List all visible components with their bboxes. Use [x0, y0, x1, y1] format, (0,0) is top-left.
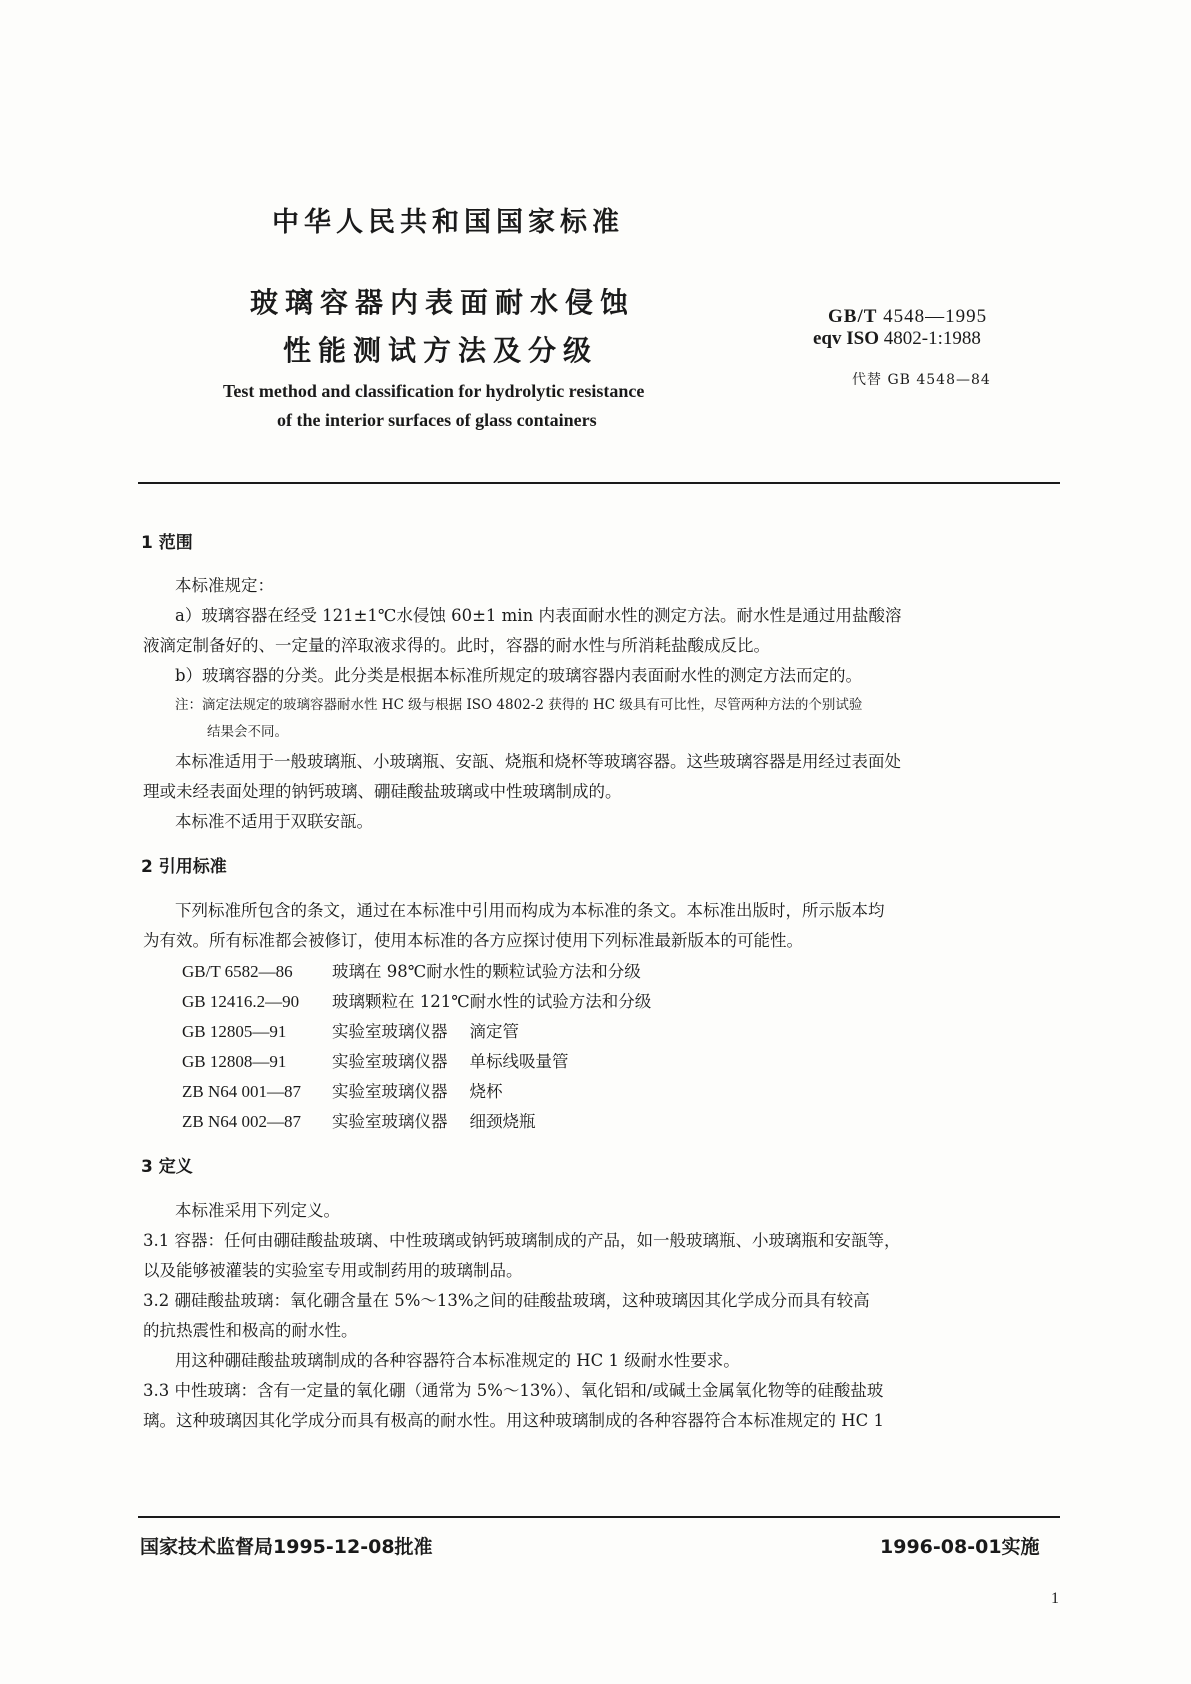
section-2-title: 2 引用标准 [141, 857, 227, 877]
english-title-line1: Test method and classification for hydrolytic resistance [223, 381, 645, 401]
document-title-line2: 性能测试方法及分级 [283, 334, 599, 367]
page-number: 1 [1051, 1590, 1059, 1607]
reference-code: GB 12808—91 [182, 1052, 287, 1071]
section-1-scope-line2: 理或未经表面处理的钠钙玻璃、硼硅酸盐玻璃或中性玻璃制成的。 [143, 782, 622, 801]
section-1-note-line1: 注：滴定法规定的玻璃容器耐水性 HC 级与根据 ISO 4802-2 获得的 HC 级具有可比性，尽管两种方法的个别试验 [175, 697, 863, 713]
equivalent-standard [813, 328, 981, 350]
reference-code: GB 12416.2—90 [182, 992, 300, 1011]
implementation-date: 1996-08-01实施 [880, 1536, 1040, 1558]
footer-divider [138, 1516, 1060, 1518]
english-title-line2: of the interior surfaces of glass containers [277, 410, 597, 430]
equivalent-prefix: eqv ISO [813, 328, 879, 349]
section-1-scope-line1: 本标准适用于一般玻璃瓶、小玻璃瓶、安瓿、烧瓶和烧杯等玻璃容器。这些玻璃容器是用经过表面处 [175, 752, 901, 771]
section-3-intro: 本标准采用下列定义。 [175, 1201, 340, 1220]
reference-title: 实验室玻璃仪器 [332, 1022, 448, 1041]
reference-code: ZB N64 002—87 [182, 1112, 301, 1131]
replaces-standard: 代替 GB 4548—84 [852, 372, 991, 388]
section-1-note-line2: 结果会不同。 [207, 724, 288, 740]
definition-3-1-line1: 3.1 容器：任何由硼硅酸盐玻璃、中性玻璃或钠钙玻璃制成的产品，如一般玻璃瓶、小玻璃瓶和安瓿等， [143, 1231, 901, 1250]
reference-subtitle: 滴定管 [469, 1022, 519, 1041]
reference-item [182, 1018, 519, 1042]
section-2-para-line2: 为有效。所有标准都会被修订，使用本标准的各方应探讨使用下列标准最新版本的可能性。 [143, 931, 803, 950]
standard-prefix: GB/T [828, 306, 878, 327]
reference-subtitle: 细颈烧瓶 [469, 1112, 536, 1131]
reference-subtitle: 烧杯 [469, 1082, 503, 1101]
standard-number-value: 4548—1995 [883, 306, 988, 327]
section-1-intro: 本标准规定： [175, 576, 274, 595]
reference-code: ZB N64 001—87 [182, 1082, 301, 1101]
reference-subtitle: 单标线吸量管 [469, 1052, 569, 1071]
reference-title: 实验室玻璃仪器 [332, 1112, 448, 1131]
section-1-item-a-line2: 液滴定制备好的、一定量的淬取液求得的。此时，容器的耐水性与所消耗盐酸成反比。 [143, 636, 770, 655]
reference-title: 实验室玻璃仪器 [332, 1082, 448, 1101]
section-1-item-b: b）玻璃容器的分类。此分类是根据本标准所规定的玻璃容器内表面耐水性的测定方法而定的。 [175, 666, 863, 685]
reference-title: 玻璃颗粒在 121℃耐水性的试验方法和分级 [332, 992, 652, 1011]
reference-item [182, 1048, 569, 1072]
section-2-para-line1: 下列标准所包含的条文，通过在本标准中引用而构成为本标准的条文。本标准出版时，所示版本均 [175, 901, 885, 920]
reference-item [182, 1078, 503, 1102]
reference-code: GB 12805—91 [182, 1022, 287, 1041]
section-1-exclusion: 本标准不适用于双联安瓿。 [175, 812, 373, 831]
section-1-title: 1 范围 [141, 533, 193, 553]
reference-code: GB/T 6582—86 [182, 962, 293, 981]
section-1-item-a-line1: a）玻璃容器在经受 121±1℃水侵蚀 60±1 min 内表面耐水性的测定方法。耐水性是通过用盐酸溶 [175, 606, 902, 625]
definition-3-3-line1: 3.3 中性玻璃：含有一定量的氧化硼（通常为 5%～13%）、氧化铝和/或碱土金属氧化物等的硅酸盐玻 [143, 1381, 884, 1400]
equivalent-number: 4802-1:1988 [883, 328, 981, 349]
reference-title: 玻璃在 98℃耐水性的颗粒试验方法和分级 [332, 962, 641, 981]
definition-3-2-line2: 的抗热震性和极高的耐水性。 [143, 1321, 358, 1340]
section-3-title: 3 定义 [141, 1157, 193, 1177]
document-title-line1: 玻璃容器内表面耐水侵蚀 [250, 286, 636, 319]
country-standard-heading: 中华人民共和国国家标准 [272, 207, 624, 238]
standard-number [828, 306, 987, 328]
approval-date: 国家技术监督局1995-12-08批准 [140, 1536, 433, 1558]
definition-3-3-line2: 璃。这种玻璃因其化学成分而具有极高的耐水性。用这种玻璃制成的各种容器符合本标准规定的 HC 1 [143, 1411, 885, 1430]
reference-item [182, 988, 651, 1012]
definition-3-2-line1: 3.2 硼硅酸盐玻璃：氧化硼含量在 5%～13%之间的硅酸盐玻璃，这种玻璃因其化学成分而具有较高 [143, 1291, 870, 1310]
definition-3-2-note: 用这种硼硅酸盐玻璃制成的各种容器符合本标准规定的 HC 1 级耐水性要求。 [175, 1351, 740, 1370]
definition-3-1-line2: 以及能够被灌装的实验室专用或制药用的玻璃制品。 [143, 1261, 523, 1280]
reference-title: 实验室玻璃仪器 [332, 1052, 448, 1071]
reference-item [182, 958, 641, 982]
header-divider [138, 482, 1060, 484]
reference-item [182, 1108, 536, 1132]
